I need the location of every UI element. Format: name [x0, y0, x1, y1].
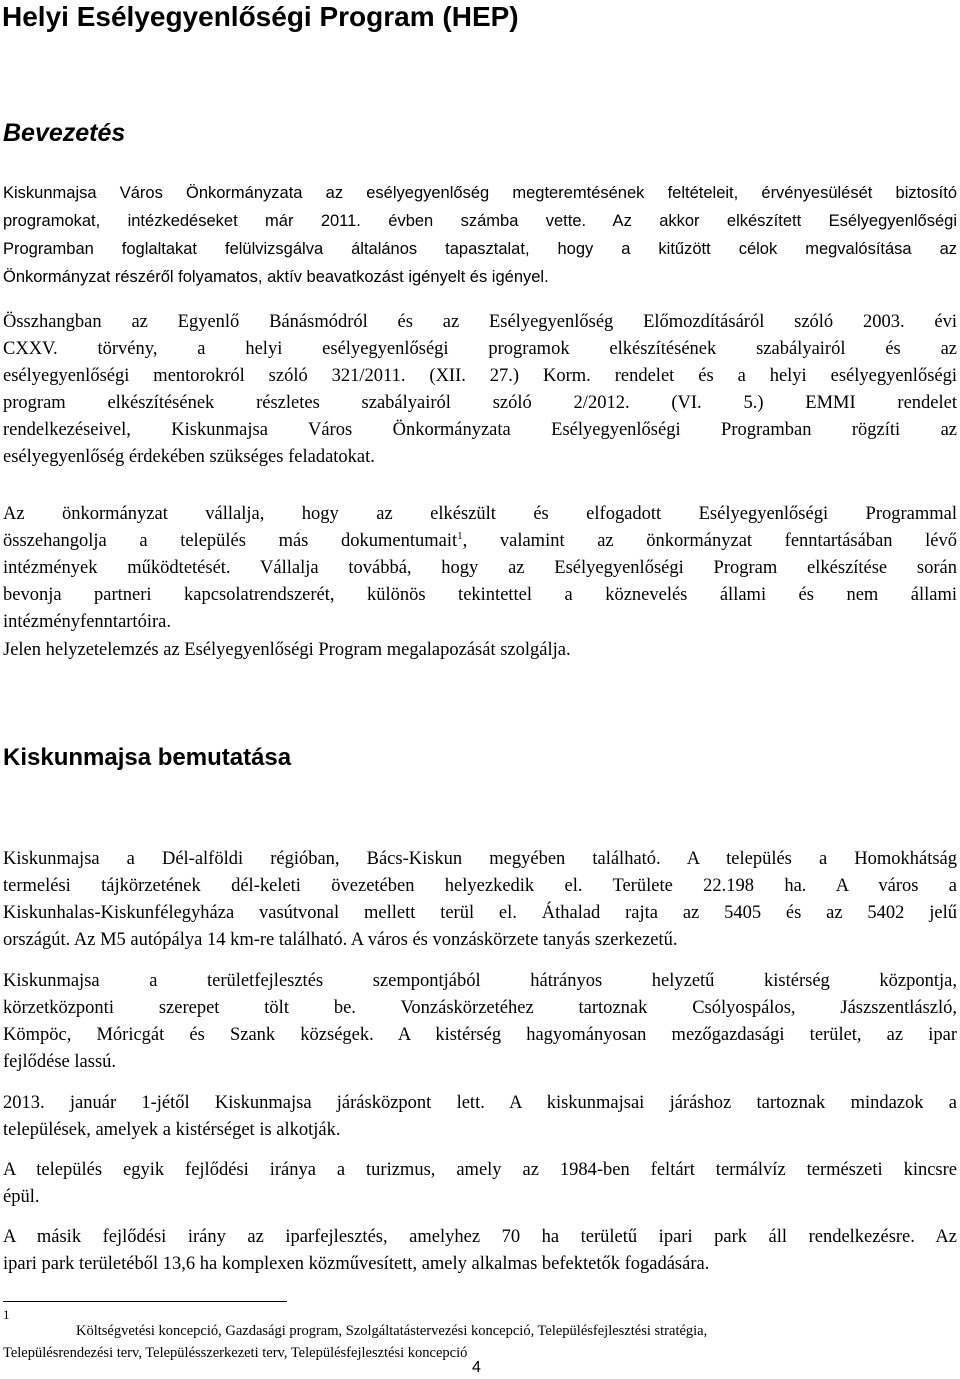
- footnote-line: Településrendezési terv, Településszerkezeti terv, Településfejlesztési koncepció: [3, 1345, 468, 1361]
- text-line: CXXV. törvény, a helyi esélyegyenlőségi programok elkészítésének szabályairól és az: [3, 339, 957, 359]
- section-paragraph-5: [3, 1224, 957, 1278]
- intro-paragraph-4: [3, 637, 957, 664]
- text-line: Az önkormányzat vállalja, hogy az elkészült és elfogadott Esélyegyenlőségi Programmal: [3, 504, 957, 524]
- text-line: körzetközponti szerepet tölt be. Vonzáskörzetéhez tartoznak Csólyospálos, Jászszentlászló,: [3, 998, 957, 1018]
- text-line: esélyegyenlőség érdekében szükséges feladatokat.: [3, 447, 375, 467]
- text-segment: , valamint az önkormányzat fenntartásában lévő: [462, 531, 958, 551]
- footnote-mark: 1: [3, 1307, 10, 1322]
- text-line: Kiskunhalas-Kiskunfélegyháza vasútvonal mellett terül el. Áthalad rajta az 5405 és az 5402 jelű: [3, 903, 957, 923]
- text-line: ipari park területéből 13,6 ha komplexen közművesített, amely alkalmas befektetők fogadására.: [3, 1254, 710, 1274]
- section-paragraph-1: [3, 846, 957, 954]
- text-line: Kiskunmajsa a területfejlesztés szempontjából hátrányos helyzetű kistérség központja,: [3, 971, 957, 991]
- text-line: Jelen helyzetelemzés az Esélyegyenlőségi Program megalapozását szolgálja.: [3, 640, 571, 660]
- text-line: Kömpöc, Móricgát és Szank községek. A kistérség hagyományosan mezőgazdasági terület, az ipar: [3, 1025, 957, 1045]
- text-line: Kiskunmajsa Város Önkormányzata az esélyegyenlőség megteremtésének feltételeit, érvényesülését biztosító: [3, 184, 957, 202]
- text-line: Önkormányzat részéről folyamatos, aktív beavatkozást igényelt és igényel.: [3, 268, 549, 286]
- intro-heading: Bevezetés: [3, 119, 126, 147]
- text-line: intézményfenntartóira.: [3, 612, 171, 632]
- text-line: települések, amelyek a kistérséget is alkotják.: [3, 1120, 341, 1140]
- footnote-divider: [3, 1301, 287, 1302]
- text-line: Összhangban az Egyenlő Bánásmódról és az Esélyegyenlőség Előmozdításáról szóló 2003. évi: [3, 312, 957, 332]
- text-line: épül.: [3, 1187, 40, 1207]
- text-line: bevonja partneri kapcsolatrendszerét, különös tekintettel a köznevelés állami és nem állami: [3, 585, 957, 605]
- text-line-with-footnote: [3, 528, 957, 555]
- text-line: termelési tájkörzetének dél-keleti övezetében helyezkedik el. Területe 22.198 ha. A város a: [3, 876, 957, 896]
- text-line: A település egyik fejlődési iránya a turizmus, amely az 1984-ben feltárt termálvíz természeti kincsre: [3, 1160, 957, 1180]
- section-paragraph-2: [3, 968, 957, 1076]
- text-line: országút. Az M5 autópálya 14 km-re található. A város és vonzáskörzete tanyás szerkezetű.: [3, 930, 678, 950]
- text-line: intézmények működtetését. Vállalja továbbá, hogy az Esélyegyenlőségi Program elkészítése során: [3, 558, 957, 578]
- footnote-reference: 1: [457, 530, 463, 542]
- text-line: A másik fejlődési irány az iparfejlesztés, amelyhez 70 ha területű ipari park áll rendelkezésre. Az: [3, 1227, 957, 1247]
- section-heading: Kiskunmajsa bemutatása: [3, 744, 292, 771]
- footnote-line: Költségvetési koncepció, Gazdasági program, Szolgáltatástervezési koncepció, Településfejlesztési stratégia,: [76, 1323, 708, 1339]
- text-line: Kiskunmajsa a Dél-alföldi régióban, Bács-Kiskun megyében található. A település a Homokhátság: [3, 849, 957, 869]
- text-line: 2013. január 1-jétől Kiskunmajsa járásközpont lett. A kiskunmajsai járáshoz tartoznak mindazok a: [3, 1093, 957, 1113]
- section-paragraph-3: [3, 1090, 957, 1144]
- text-line: program elkészítésének részletes szabályairól szóló 2/2012. (VI. 5.) EMMI rendelet: [3, 393, 957, 413]
- intro-paragraph-2: [3, 309, 957, 471]
- intro-paragraph-3: [3, 501, 957, 636]
- intro-paragraph-1: [3, 179, 957, 291]
- text-line: fejlődése lassú.: [3, 1052, 117, 1072]
- page-number: 4: [472, 1359, 481, 1376]
- text-segment: összehangolja a település más dokumentumait: [3, 531, 458, 551]
- section-paragraph-4: [3, 1157, 957, 1211]
- page-title: Helyi Esélyegyenlőségi Program (HEP): [2, 1, 519, 32]
- text-line: esélyegyenlőségi mentorokról szóló 321/2011. (XII. 27.) Korm. rendelet és a helyi esélyegyenlőségi: [3, 366, 957, 386]
- text-line: rendelkezéseivel, Kiskunmajsa Város Önkormányzata Esélyegyenlőségi Programban rögzíti az: [3, 420, 957, 440]
- text-line: programokat, intézkedéseket már 2011. évben számba vette. Az akkor elkészített Esélyegyenlőségi: [3, 212, 957, 230]
- text-line: Programban foglaltakat felülvizsgálva általános tapasztalat, hogy a kitűzött célok megvalósítása az: [3, 240, 957, 258]
